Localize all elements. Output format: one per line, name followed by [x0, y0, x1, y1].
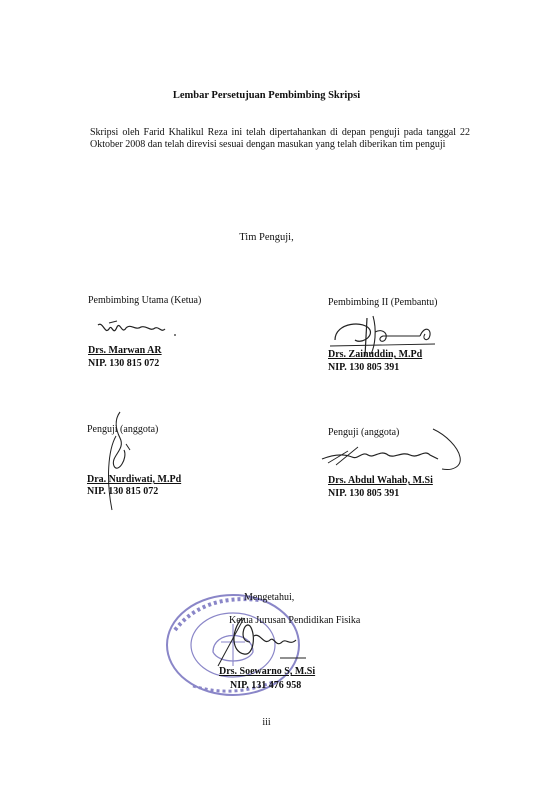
pembimbing-2-role: Pembimbing II (Pembantu)	[328, 297, 438, 308]
approval-signature	[210, 612, 310, 672]
pembimbing-2-name: Drs. Zainuddin, M.Pd	[328, 349, 423, 360]
approval-heading: Mengetahui,	[244, 592, 295, 603]
penguji-2-signature	[318, 425, 478, 475]
penguji-1-name: Dra. Nurdiwati, M.Pd	[87, 474, 182, 485]
pembimbing-2-nip: NIP. 130 805 391	[328, 362, 400, 373]
penguji-1-signature	[100, 410, 140, 520]
page-number: iii	[262, 717, 271, 728]
penguji-1-nip: NIP. 130 815 072	[87, 486, 159, 497]
page-title: Lembar Persetujuan Pembimbing Skripsi	[172, 90, 361, 101]
penguji-1-role: Penguji (anggota)	[87, 424, 159, 435]
approval-role: Ketua Jurusan Pendidikan Fisika	[229, 615, 361, 626]
penguji-2-nip: NIP. 130 805 391	[328, 488, 400, 499]
penguji-2-name: Drs. Abdul Wahab, M.Si	[328, 475, 433, 486]
approval-nip: NIP. 131 476 958	[230, 680, 302, 691]
pembimbing-utama-nip: NIP. 130 815 072	[88, 358, 160, 369]
pembimbing-utama-signature	[95, 315, 180, 341]
penguji-2-role: Penguji (anggota)	[328, 427, 400, 438]
pembimbing-utama-name: Drs. Marwan AR	[88, 345, 162, 356]
tim-penguji-heading: Tim Penguji,	[239, 232, 294, 243]
approval-paragraph: Skripsi oleh Farid Khalikul Reza ini telah dipertahankan di depan penguji pada tanggal 22 Oktober 2008 dan telah direvisi sesuai dengan masukan yang telah diberikan tim penguji	[90, 127, 470, 150]
approval-name: Drs. Soewarno S, M.Si	[219, 666, 316, 677]
pembimbing-utama-role: Pembimbing Utama (Ketua)	[88, 295, 202, 306]
